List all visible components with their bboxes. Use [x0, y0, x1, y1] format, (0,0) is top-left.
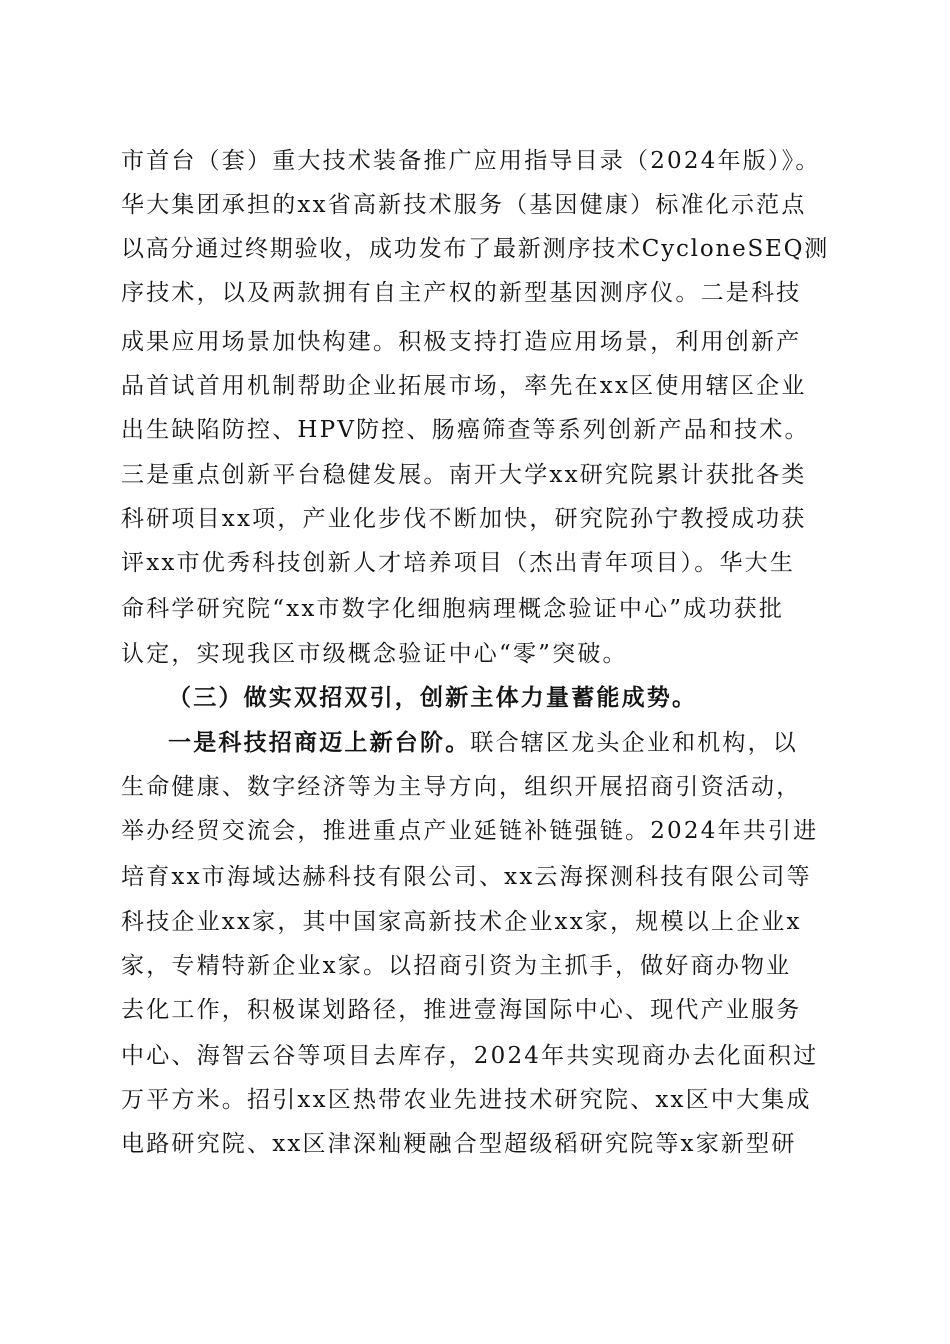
body-line: 三是重点创新平台稳健发展。南开大学xx研究院累计获批各类	[121, 462, 807, 488]
body-line: 出生缺陷防控、HPV防控、肠癌筛查等系列创新产品和技术。	[121, 417, 810, 443]
body-line: 万平方米。招引xx区热带农业先进技术研究院、xx区中大集成	[121, 1087, 812, 1113]
body-line: 去化工作，积极谋划路径，推进壹海国际中心、现代产业服务	[121, 997, 802, 1023]
section-heading: （三）做实双招双引，创新主体力量蓄能成势。	[168, 684, 698, 711]
paragraph-first-line	[168, 723, 798, 763]
body-line: 品首试首用机制帮助企业拓展市场，率先在xx区使用辖区企业	[121, 373, 807, 399]
body-line: 华大集团承担的xx省高新技术服务（基因健康）标准化示范点	[121, 192, 807, 218]
body-line: 认定，实现我区市级概念验证中心“零”突破。	[121, 641, 628, 667]
body-line: 家，专精特新企业x家。以招商引资为主抓手，做好商办物业	[121, 953, 792, 979]
body-line: 序技术，以及两款拥有自主产权的新型基因测序仪。二是科技	[121, 280, 802, 306]
body-line: 中心、海智云谷等项目去库存，2024年共实现商办去化面积过	[121, 1043, 819, 1069]
body-line: 以高分通过终期验收，成功发布了最新测序技术CycloneSEQ测	[121, 236, 830, 262]
body-line: 电路研究院、xx区津深籼粳融合型超级稻研究院等x家新型研	[121, 1131, 797, 1157]
body-line: 举办经贸交流会，推进重点产业延链补链强链。2024年共引进	[121, 818, 819, 844]
body-line: 评xx市优秀科技创新人才培养项目（杰出青年项目）。华大生	[121, 550, 796, 576]
body-line: 市首台（套）重大技术装备推广应用指导目录（2024年版）》。	[121, 148, 821, 174]
body-line: 科研项目xx项，产业化步伐不断加快，研究院孙宁教授成功获	[121, 506, 807, 532]
body-line: 生命健康、数字经济等为主导方向，组织开展招商引资活动，	[121, 774, 802, 800]
paragraph-lead: 一是科技招商迈上新台阶。	[168, 729, 471, 756]
body-line: 科技企业xx家，其中国家高新技术企业xx家，规模以上企业x	[121, 909, 802, 935]
body-line: 成果应用场景加快构建。积极支持打造应用场景，利用创新产	[121, 329, 802, 355]
paragraph-first-rest: 联合辖区龙头企业和机构，以	[470, 730, 799, 756]
body-line: 命科学研究院“xx市数字化细胞病理概念验证中心”成功获批	[121, 596, 785, 622]
body-line: 培育xx市海域达赫科技有限公司、xx云海探测科技有限公司等	[121, 864, 812, 890]
